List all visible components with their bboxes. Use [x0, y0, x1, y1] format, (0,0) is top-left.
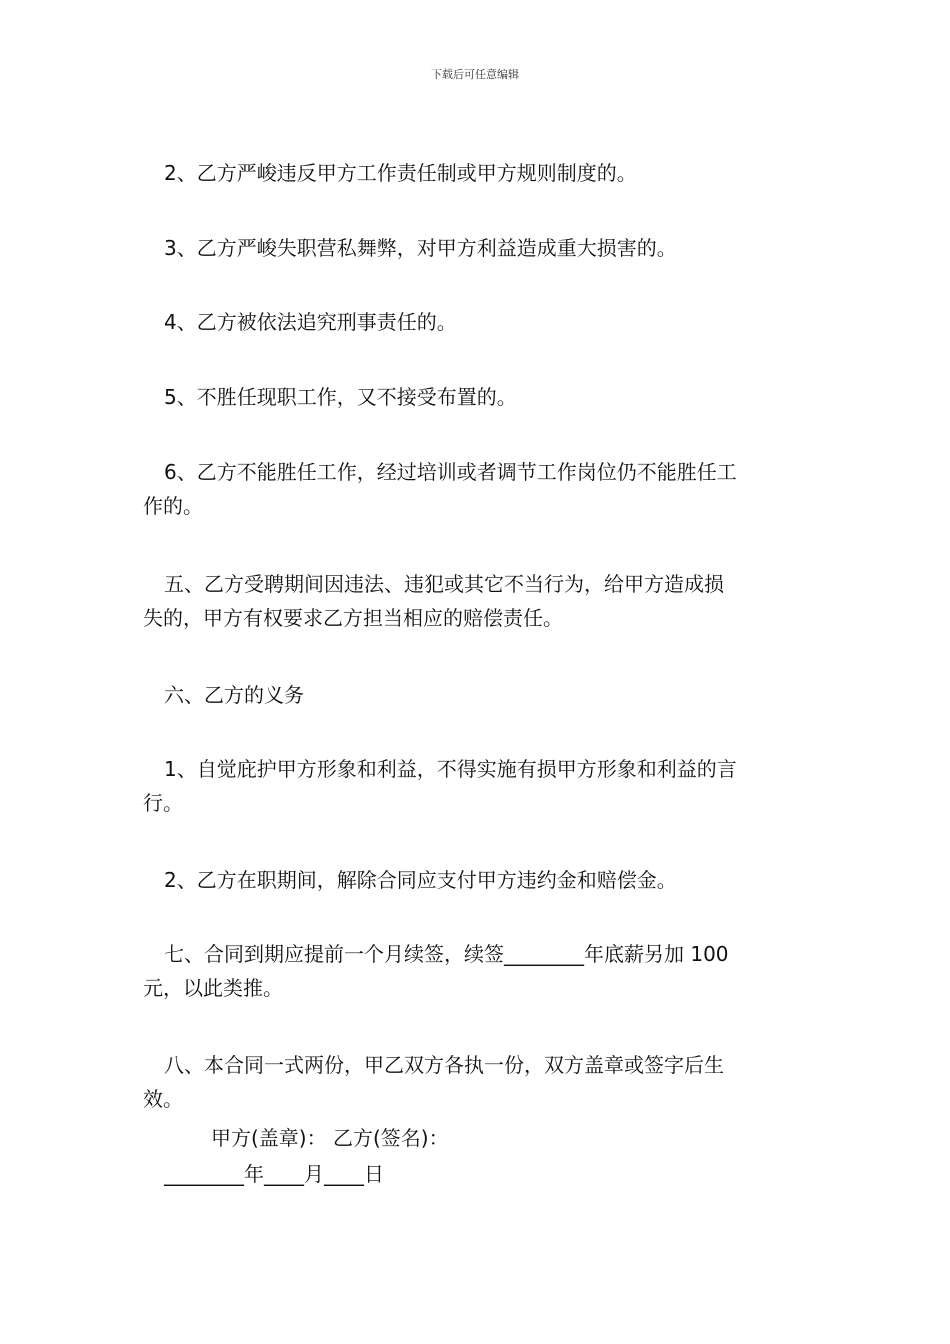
section-6-heading: 六、乙方的义务 — [164, 683, 304, 707]
section-5 — [143, 567, 808, 635]
duty-1-line-2: 行。 — [143, 791, 183, 815]
clause-6-line-1: 6、乙方不能胜任工作，经过培训或者调节工作岗位仍不能胜任工 — [164, 460, 737, 484]
clause-3: 3、乙方严峻失职营私舞弊，对甲方利益造成重大损害的。 — [164, 236, 677, 260]
section-8 — [143, 1048, 808, 1116]
date-line: ________年____月____日 — [164, 1162, 384, 1186]
section-5-line-1: 五、乙方受聘期间因违法、违犯或其它不当行为，给甲方造成损 — [164, 572, 724, 596]
duty-2: 2、乙方在职期间，解除合同应支付甲方违约金和赔偿金。 — [164, 868, 677, 892]
section-8-line-1: 八、本合同一式两份，甲乙双方各执一份，双方盖章或签字后生 — [164, 1053, 724, 1077]
section-5-line-2: 失的，甲方有权要求乙方担当相应的赔偿责任。 — [143, 606, 563, 630]
section-7-line-2: 元，以此类推。 — [143, 976, 283, 1000]
clause-4: 4、乙方被依法追究刑事责任的。 — [164, 310, 457, 334]
clause-6-line-2: 作的。 — [143, 494, 203, 518]
section-8-line-2: 效。 — [143, 1087, 183, 1111]
clause-2: 2、乙方严峻违反甲方工作责任制或甲方规则制度的。 — [164, 161, 637, 185]
duty-1-line-1: 1、自觉庇护甲方形象和利益，不得实施有损甲方形象和利益的言 — [164, 757, 737, 781]
clause-5: 5、不胜任现职工作，又不接受布置的。 — [164, 385, 517, 409]
signature-line: 甲方(盖章)： 乙方(签名)： — [211, 1126, 449, 1150]
duty-1 — [143, 752, 808, 820]
section-7 — [143, 937, 808, 1005]
section-7-line-1: 七、合同到期应提前一个月续签，续签________年底薪另加 100 — [164, 942, 729, 966]
clause-6 — [143, 455, 808, 523]
page-header: 下载后可任意编辑 — [431, 68, 519, 81]
